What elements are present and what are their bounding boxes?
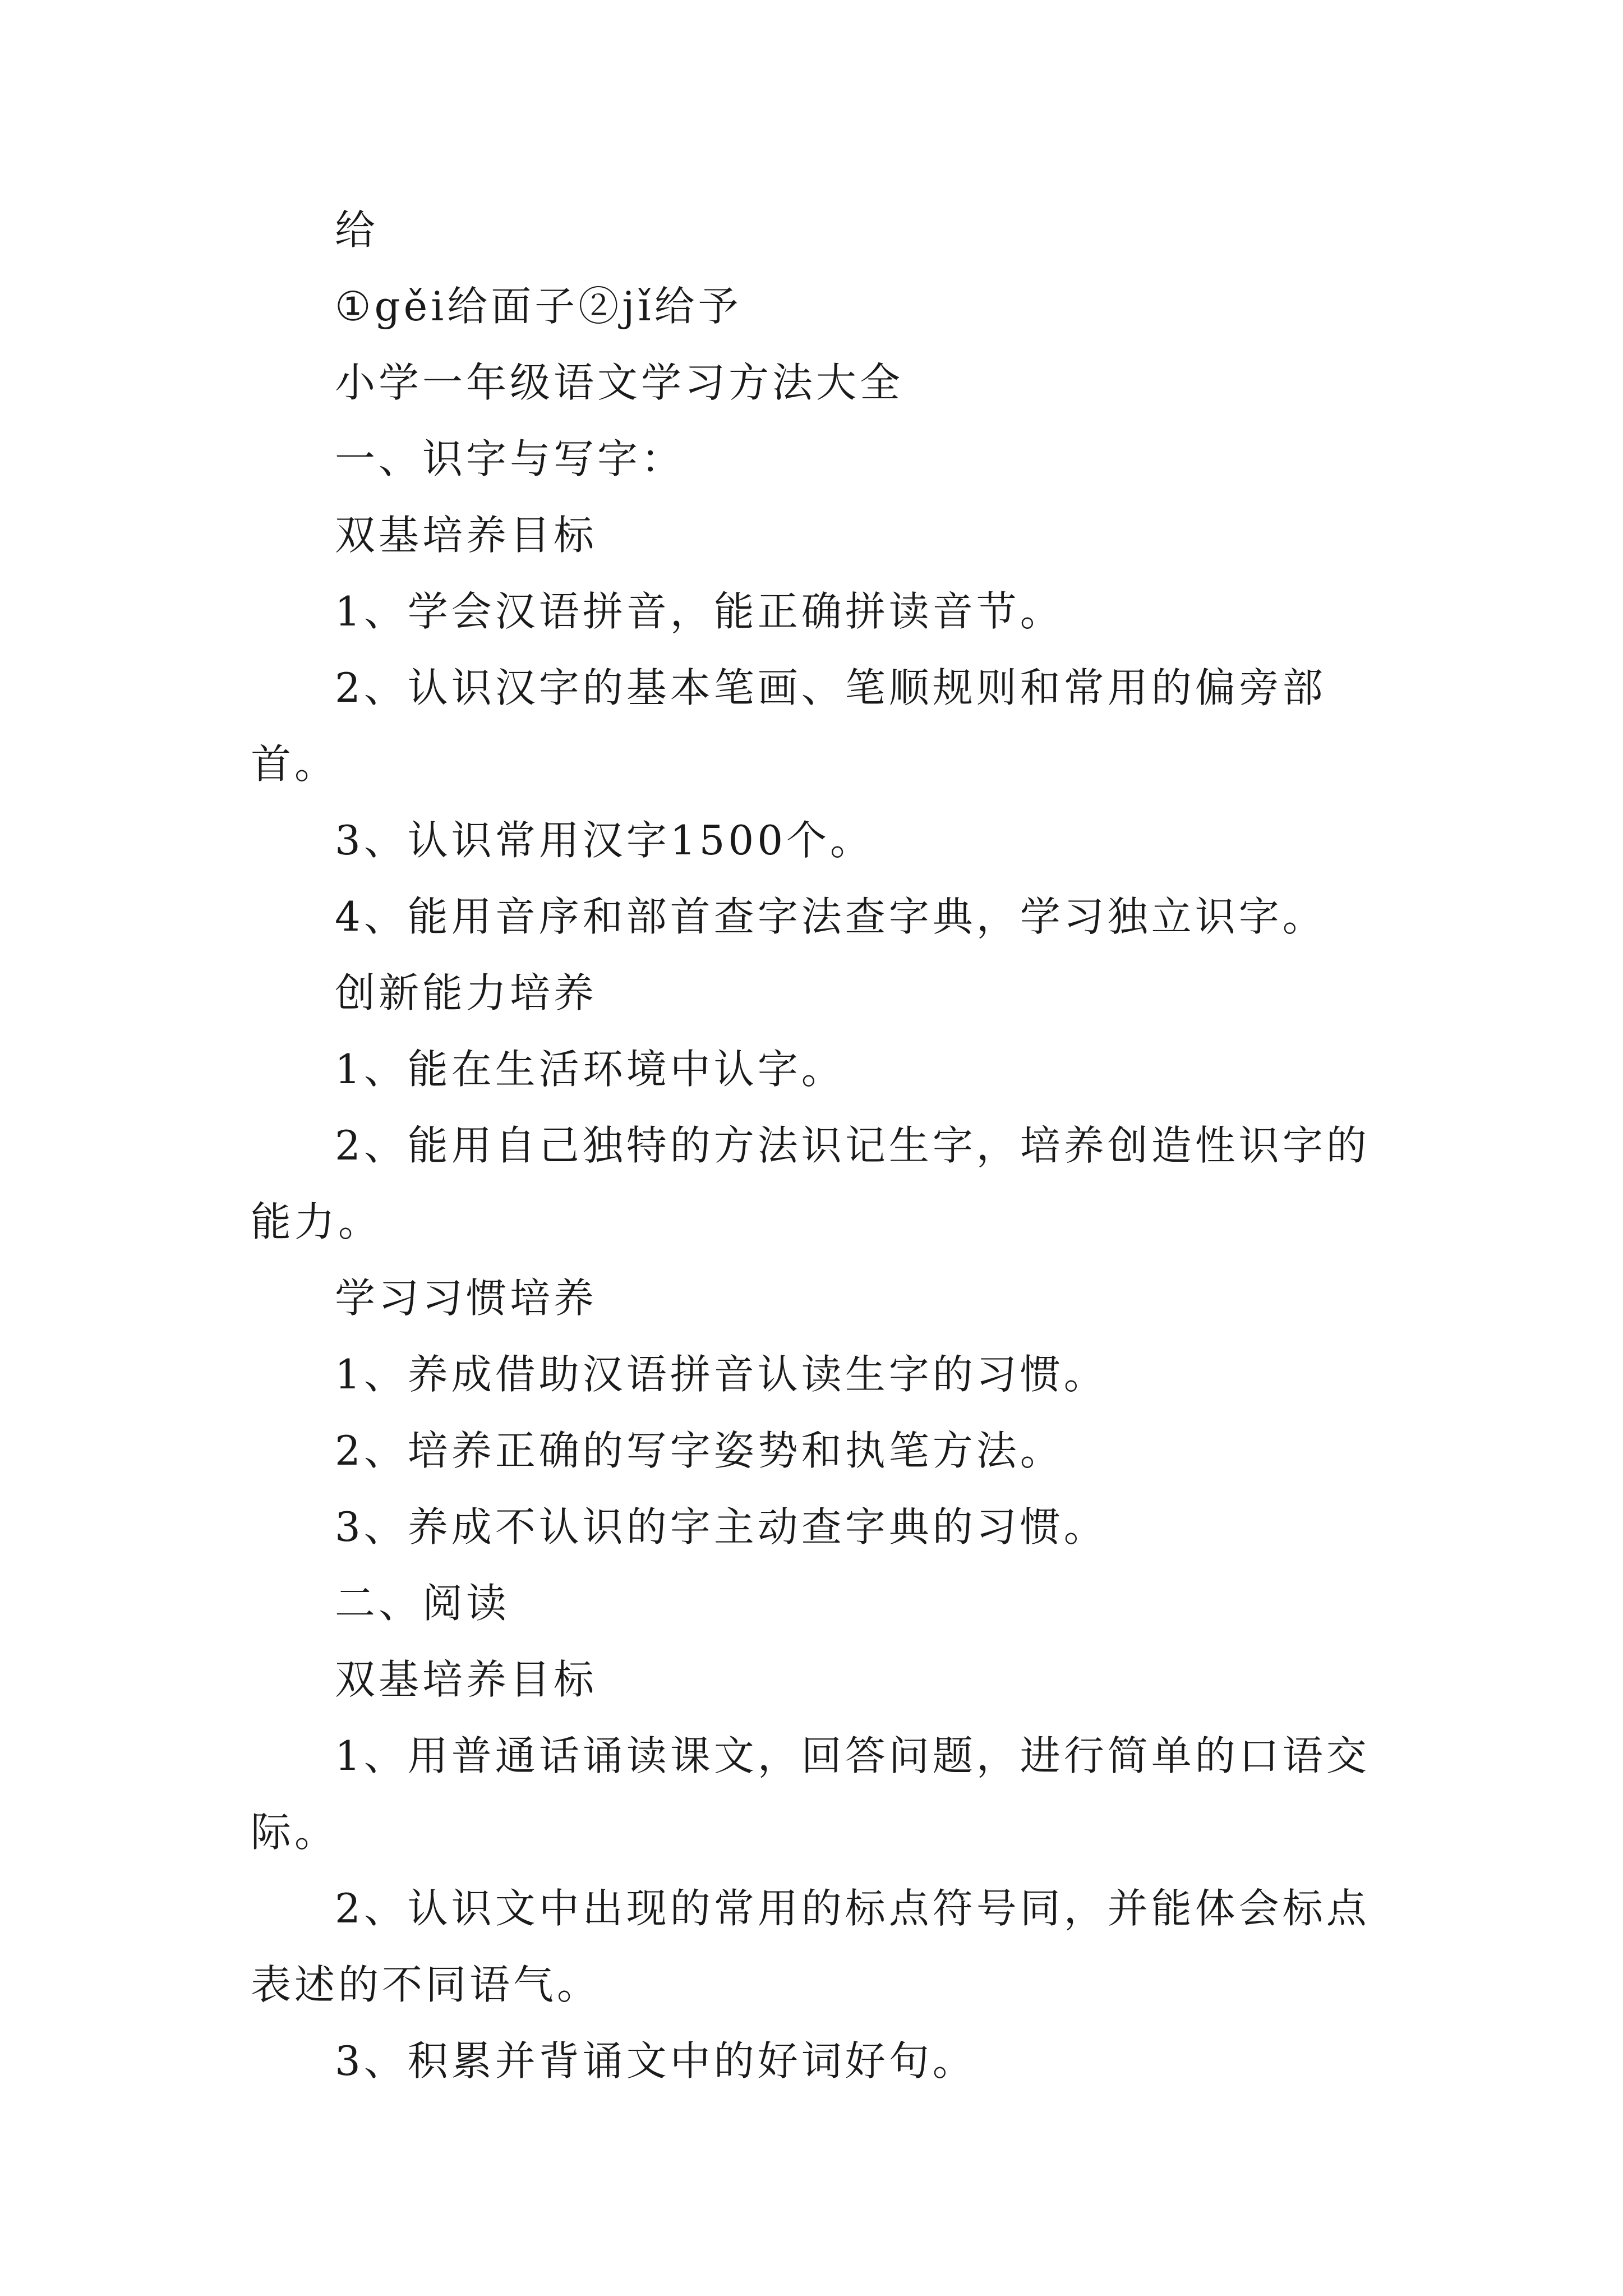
list-item: 3、积累并背诵文中的好词好句。 [335,2037,976,2085]
list-item: 3、认识常用汉字1500个。 [335,817,874,864]
paragraph-pronunciations: ①gěi给面子②jǐ给予 [335,283,742,330]
paragraph-char-gei: 给 [335,206,379,254]
list-item: 4、能用音序和部首查字法查字典，学习独立识字。 [335,893,1326,940]
list-item: 2、培养正确的写字姿势和执笔方法。 [335,1427,1064,1474]
list-item: 1、养成借助汉语拼音认读生字的习惯。 [335,1351,1108,1398]
list-item: 2、能用自己独特的方法识记生字，培养创造性识字的能力。 [251,1122,1370,1245]
list-item: 2、认识汉字的基本笔画、笔顺规则和常用的偏旁部首。 [251,664,1326,788]
list-item: 1、学会汉语拼音，能正确拼读音节。 [335,588,1064,635]
subheading-basic-goals: 双基培养目标 [335,512,598,559]
document-title: 小学一年级语文学习方法大全 [335,359,904,406]
subheading-habits: 学习习惯培养 [335,1274,598,1322]
section-heading-literacy: 一、识字与写字： [335,435,685,482]
section-heading-reading: 二、阅读 [335,1580,510,1627]
document-body [251,192,1395,2099]
list-item: 1、用普通话诵读课文，回答问题，进行简单的口语交际。 [251,1732,1370,1856]
subheading-innovation: 创新能力培养 [335,969,598,1016]
list-item: 3、养成不认识的字主动查字典的习惯。 [335,1503,1108,1550]
list-item: 1、能在生活环境中认字。 [335,1046,845,1093]
subheading-basic-goals: 双基培养目标 [335,1656,598,1703]
list-item: 2、认识文中出现的常用的标点符号同，并能体会标点表述的不同语气。 [251,1885,1370,2008]
